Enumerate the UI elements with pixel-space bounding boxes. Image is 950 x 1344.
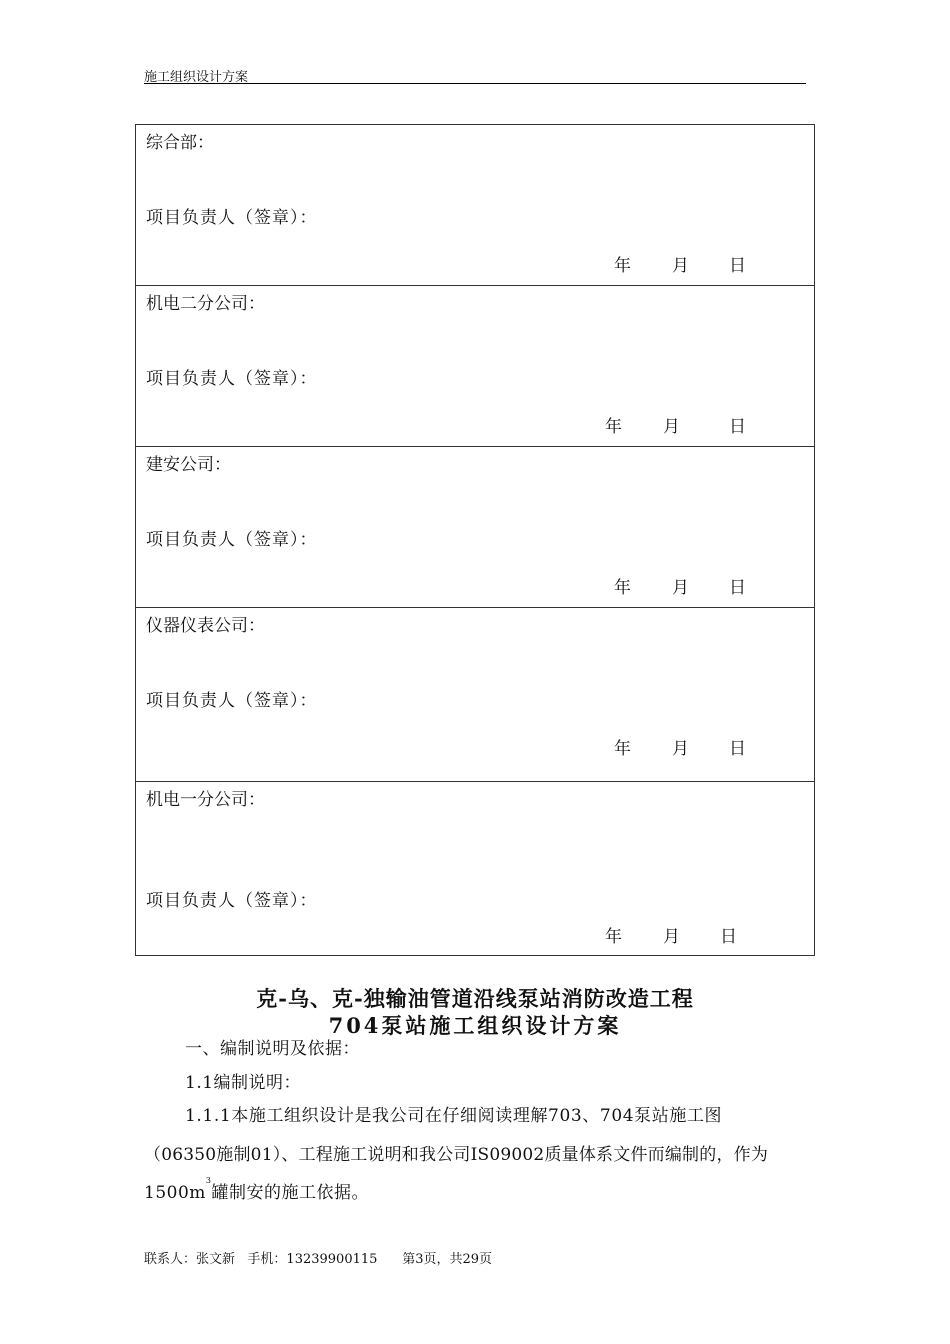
date-month-label: 月 [672,739,689,759]
leader-signature-label: 项目负责人（签章）： [146,369,318,389]
paragraph-line: 1.1.1本施工组织设计是我公司在仔细阅读理解703、704泵站施工图 [185,1106,723,1126]
signature-section-construction [136,446,814,607]
signature-section-instrumentation [136,607,814,781]
unit-label: 机电二分公司： [146,294,265,314]
unit-superscript: 3 [205,1176,212,1185]
signature-table [135,124,815,956]
header-divider [144,83,806,84]
date-year-label: 年 [614,256,631,276]
document-title-line2: 704泵站施工组织设计方案 [328,1013,622,1038]
date-day-label: 日 [729,256,746,276]
paragraph-line: （06350施制01）、工程施工说明和我公司IS09002质量体系文件而编制的，作为 [144,1145,769,1165]
unit-label: 机电一分公司： [146,790,265,810]
date-month-label: 月 [672,578,689,598]
date-day-label: 日 [729,739,746,759]
footer-page-info: 第3页，共29页 [402,1252,493,1267]
date-month-label: 月 [663,417,680,437]
page-footer [144,1248,492,1267]
date-year-label: 年 [614,578,631,598]
date-day-label: 日 [720,927,737,947]
unit-label: 建安公司： [146,455,231,475]
footer-phone: 手机：13239900115 [247,1252,378,1267]
date-day-label: 日 [729,578,746,598]
signature-section-general-dept [136,125,814,285]
leader-signature-label: 项目负责人（签章）： [146,891,318,911]
paragraph-text: 罐制安的施工依据。 [211,1183,369,1203]
leader-signature-label: 项目负责人（签章）： [146,208,318,228]
date-year-label: 年 [605,417,622,437]
subsection-heading: 1.1编制说明： [185,1073,302,1093]
section-heading: 一、编制说明及依据： [185,1039,360,1059]
signature-section-mech-elec-2 [136,285,814,446]
date-year-label: 年 [605,927,622,947]
date-month-label: 月 [663,927,680,947]
paragraph-line [144,1178,369,1203]
date-month-label: 月 [672,256,689,276]
leader-signature-label: 项目负责人（签章）： [146,530,318,550]
quantity-text: 1500m [144,1183,206,1203]
header-title: 施工组织设计方案 [144,70,249,85]
unit-label: 仪器仪表公司： [146,616,265,636]
leader-signature-label: 项目负责人（签章）： [146,691,318,711]
date-year-label: 年 [614,739,631,759]
document-title-line1: 克-乌、克-独输油管道沿线泵站消防改造工程 [256,986,694,1011]
unit-label: 综合部： [146,133,214,153]
date-day-label: 日 [729,417,746,437]
signature-section-mech-elec-1 [136,781,814,955]
footer-contact: 联系人：张文新 [144,1252,236,1267]
